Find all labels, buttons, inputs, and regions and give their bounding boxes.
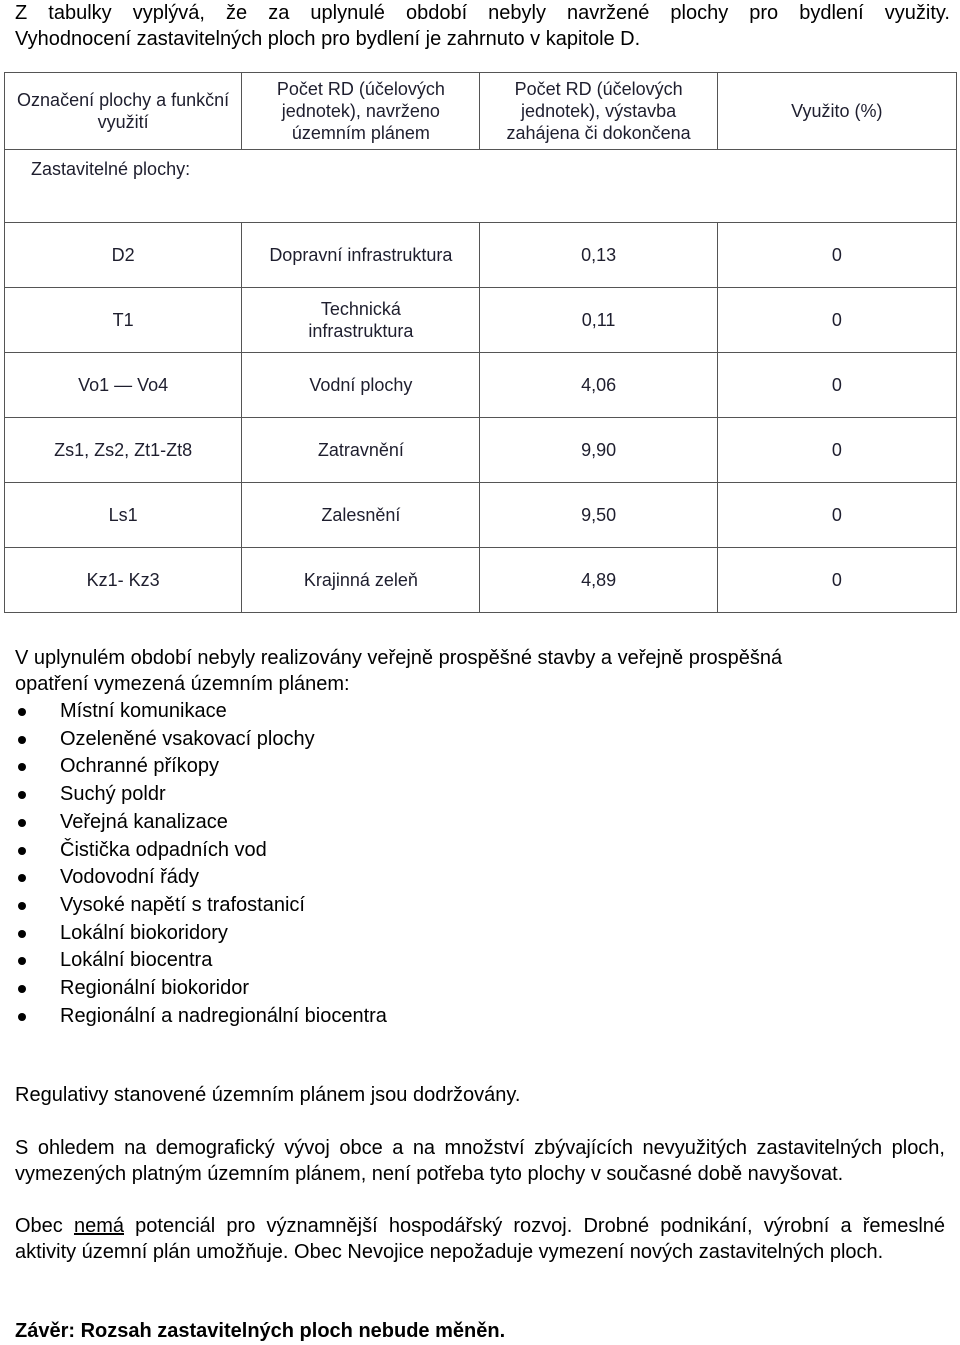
bullet-icon [18, 736, 26, 744]
list-item: Čistička odpadních vod [15, 837, 387, 865]
section-label: Zastavitelné plochy: [5, 150, 957, 223]
bullet-icon [18, 902, 26, 910]
cell-name: Zalesnění [242, 483, 480, 548]
intro-text [15, 0, 950, 52]
cell-code: Ls1 [5, 483, 242, 548]
list-item: Místní komunikace [15, 698, 387, 726]
bullet-icon [18, 763, 26, 771]
cell-value: 0,11 [480, 288, 717, 353]
cell-name: Dopravní infrastruktura [242, 223, 480, 288]
list-item: Vysoké napětí s trafostanicí [15, 892, 387, 920]
table-row [5, 418, 957, 483]
intro-line-2: Vyhodnocení zastavitelných ploch pro bydlení je zahrnuto v kapitole D. [15, 28, 641, 50]
cell-value: 9,50 [480, 483, 717, 548]
bullet-icon [18, 930, 26, 938]
cell-used: 0 [717, 548, 956, 613]
header-used-percent: Využito (%) [717, 73, 956, 150]
cell-name: Vodní plochy [242, 353, 480, 418]
cell-code: T1 [5, 288, 242, 353]
cell-value: 4,89 [480, 548, 717, 613]
header-designation: Označení plochy a funkční využití [5, 73, 242, 150]
bullet-icon [18, 791, 26, 799]
list-item: Ochranné příkopy [15, 753, 387, 781]
cell-code: D2 [5, 223, 242, 288]
table-row [5, 353, 957, 418]
measures-list [15, 698, 387, 1030]
table-header-row [5, 73, 957, 150]
list-item: Suchý poldr [15, 781, 387, 809]
cell-code: Kz1- Kz3 [5, 548, 242, 613]
demographic-paragraph: S ohledem na demografický vývoj obce a na množství zbývajících nevyužitých zastavitelných ploch, vymezených platným územním plánem, není potřeba tyto plochy v současné době navyšovat. [15, 1137, 945, 1185]
cell-code: Zs1, Zs2, Zt1-Zt8 [5, 418, 242, 483]
cell-code: Vo1 — Vo4 [5, 353, 242, 418]
bullet-icon [18, 874, 26, 882]
cell-used: 0 [717, 223, 956, 288]
list-item: Ozeleněné vsakovací plochy [15, 726, 387, 754]
underlined-word: nemá [73, 1215, 125, 1237]
header-started: Počet RD (účelových jednotek), výstavba zahájena či dokončena [480, 73, 717, 150]
header-planned: Počet RD (účelových jednotek), navrženo územním plánem [242, 73, 480, 150]
cell-name: Zatravnění [242, 418, 480, 483]
conclusion-text: Závěr: Rozsah zastavitelných ploch nebude měněn. [15, 1320, 506, 1342]
cell-name: Technická infrastruktura [242, 288, 480, 353]
table-row [5, 288, 957, 353]
table-row [5, 223, 957, 288]
list-item: Regionální biokoridor [15, 975, 387, 1003]
cell-used: 0 [717, 483, 956, 548]
list-item: Lokální biokoridory [15, 920, 387, 948]
cell-used: 0 [717, 353, 956, 418]
cell-used: 0 [717, 288, 956, 353]
bullet-icon [18, 708, 26, 716]
cell-value: 0,13 [480, 223, 717, 288]
land-use-table [4, 72, 957, 613]
cell-name: Krajinná zeleň [242, 548, 480, 613]
bullet-icon [18, 985, 26, 993]
bullet-icon [18, 847, 26, 855]
bullet-icon [18, 1013, 26, 1021]
measures-intro-line-2: opatření vymezená územním plánem: [15, 673, 350, 695]
measures-intro-line-1: V uplynulém období nebyly realizovány veřejně prospěšné stavby a veřejně prospěšná [15, 647, 783, 669]
regulations-text: Regulativy stanovené územním plánem jsou dodržovány. [15, 1084, 521, 1106]
list-item: Vodovodní řády [15, 864, 387, 892]
bullet-icon [18, 819, 26, 827]
bullet-icon [18, 957, 26, 965]
cell-value: 9,90 [480, 418, 717, 483]
list-item: Regionální a nadregionální biocentra [15, 1003, 387, 1031]
list-item: Veřejná kanalizace [15, 809, 387, 837]
table-row [5, 483, 957, 548]
table-row [5, 548, 957, 613]
cell-value: 4,06 [480, 353, 717, 418]
list-item: Lokální biocentra [15, 947, 387, 975]
measures-intro [15, 645, 945, 697]
intro-line-1: Z tabulky vyplývá, že za uplynulé období nebyly navržené plochy pro bydlení využity. [15, 2, 950, 24]
cell-used: 0 [717, 418, 956, 483]
potential-paragraph: Obec nemá potenciál pro významnější hospodářský rozvoj. Drobné podnikání, výrobní a řemeslné aktivity územní plán umožňuje. Obec Nevojice nepožaduje vymezení nových zastavitelných ploch. [15, 1215, 946, 1263]
table-section-row [5, 150, 957, 223]
